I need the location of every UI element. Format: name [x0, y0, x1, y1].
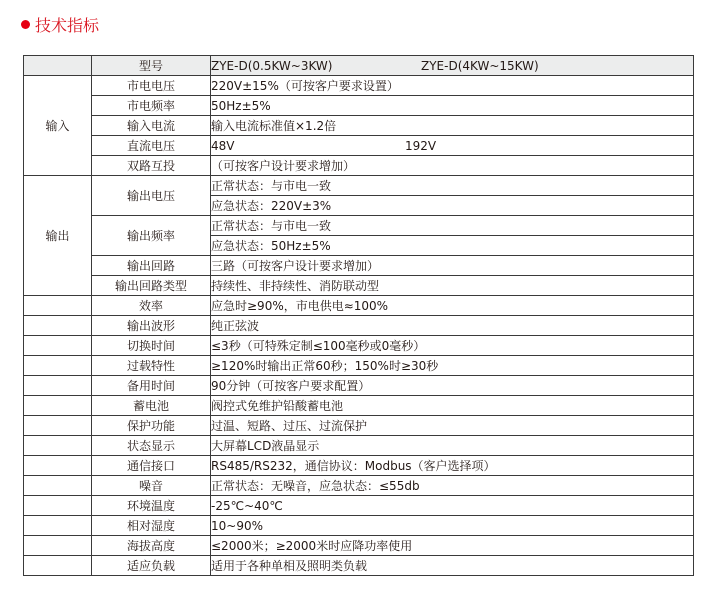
table-row — [24, 536, 694, 556]
value-cell: 三路（可按客户设计要求增加） — [211, 256, 694, 276]
value-cell: 阀控式免维护铅酸蓄电池 — [211, 396, 694, 416]
value-cell: ≤3秒（可特殊定制≤100毫秒或0毫秒） — [211, 336, 694, 356]
table-row — [24, 156, 694, 176]
table-row — [24, 396, 694, 416]
param-cell: 输出回路类型 — [92, 276, 211, 296]
param-cell: 市电频率 — [92, 96, 211, 116]
table-row — [24, 476, 694, 496]
value-cell: 50Hz±5% — [211, 96, 694, 116]
value-cell: 过温、短路、过压、过流保护 — [211, 416, 694, 436]
param-cell: 通信接口 — [92, 456, 211, 476]
value-cell: -25℃~40℃ — [211, 496, 694, 516]
blank-cell — [24, 336, 92, 356]
param-cell: 相对湿度 — [92, 516, 211, 536]
value-cell: 90分钟（可按客户要求配置） — [211, 376, 694, 396]
blank-cell — [24, 416, 92, 436]
param-cell: 环境温度 — [92, 496, 211, 516]
param-cell: 效率 — [92, 296, 211, 316]
table-row — [24, 376, 694, 396]
table-row — [24, 556, 694, 576]
param-cell: 海拔高度 — [92, 536, 211, 556]
table-row — [24, 356, 694, 376]
blank-cell — [24, 476, 92, 496]
table-row — [24, 496, 694, 516]
value-cell: 应急时≥90%，市电供电≈100% — [211, 296, 694, 316]
param-cell: 双路互投 — [92, 156, 211, 176]
model-a-label: ZYE-D(0.5KW~3KW) — [211, 58, 333, 73]
table-row — [24, 256, 694, 276]
model-b-label: ZYE-D(4KW~15KW) — [421, 58, 539, 73]
param-cell: 输出电压 — [92, 176, 211, 216]
param-cell: 直流电压 — [92, 136, 211, 156]
header-blank-cell — [24, 56, 92, 76]
param-cell: 切换时间 — [92, 336, 211, 356]
value-cell: 适用于各种单相及照明类负载 — [211, 556, 694, 576]
blank-cell — [24, 516, 92, 536]
value-cell: （可按客户设计要求增加） — [211, 156, 694, 176]
blank-cell — [24, 456, 92, 476]
spec-table — [23, 55, 694, 576]
table-row — [24, 216, 694, 236]
blank-cell — [24, 496, 92, 516]
param-cell: 输入电流 — [92, 116, 211, 136]
value-cell: 正常状态：与市电一致 — [211, 216, 694, 236]
table-row — [24, 336, 694, 356]
value-cell: 持续性、非持续性、消防联动型 — [211, 276, 694, 296]
blank-cell — [24, 436, 92, 456]
blank-cell — [24, 536, 92, 556]
section-title: 技术指标 — [35, 15, 100, 35]
param-cell: 适应负载 — [92, 556, 211, 576]
table-row — [24, 116, 694, 136]
value-cell: 应急状态：50Hz±5% — [211, 236, 694, 256]
table-row — [24, 96, 694, 116]
blank-cell — [24, 356, 92, 376]
param-cell: 输出波形 — [92, 316, 211, 336]
table-row — [24, 176, 694, 196]
table-row — [24, 296, 694, 316]
param-cell: 状态显示 — [92, 436, 211, 456]
table-row — [24, 136, 694, 156]
value-cell: 正常状态：与市电一致 — [211, 176, 694, 196]
table-row — [24, 316, 694, 336]
header-param-cell: 型号 — [92, 56, 211, 76]
value-cell: ≥120%时输出正常60秒；150%时≥30秒 — [211, 356, 694, 376]
value-cell: 10~90% — [211, 516, 694, 536]
param-cell: 蓄电池 — [92, 396, 211, 416]
category-input: 输入 — [24, 76, 92, 176]
blank-cell — [24, 376, 92, 396]
table-row — [24, 276, 694, 296]
value-cell: 输入电流标准值×1.2倍 — [211, 116, 694, 136]
param-cell: 输出回路 — [92, 256, 211, 276]
blank-cell — [24, 296, 92, 316]
blank-cell — [24, 396, 92, 416]
param-cell: 输出频率 — [92, 216, 211, 256]
blank-cell — [24, 316, 92, 336]
value-cell: 大屏幕LCD液晶显示 — [211, 436, 694, 456]
bullet-dot-icon — [21, 20, 30, 29]
value-cell: RS485/RS232，通信协议：Modbus（客户选择项） — [211, 456, 694, 476]
section-heading — [21, 11, 99, 37]
category-output: 输出 — [24, 176, 92, 296]
table-row — [24, 76, 694, 96]
table-row — [24, 516, 694, 536]
param-cell: 过载特性 — [92, 356, 211, 376]
header-row — [24, 56, 694, 76]
value-cell: 正常状态：无噪音，应急状态：≤55db — [211, 476, 694, 496]
blank-cell — [24, 556, 92, 576]
header-models-cell — [211, 56, 694, 76]
value-cell: 应急状态：220V±3% — [211, 196, 694, 216]
dc-voltage-a: 48V — [211, 138, 235, 153]
value-cell: 220V±15%（可按客户要求设置） — [211, 76, 694, 96]
value-cell: ≤2000米；≥2000米时应降功率使用 — [211, 536, 694, 556]
table-row — [24, 436, 694, 456]
param-cell: 市电电压 — [92, 76, 211, 96]
dc-voltage-b: 192V — [405, 138, 437, 153]
param-cell: 备用时间 — [92, 376, 211, 396]
value-cell — [211, 136, 694, 156]
value-cell: 纯正弦波 — [211, 316, 694, 336]
table-row — [24, 416, 694, 436]
param-cell: 噪音 — [92, 476, 211, 496]
table-row — [24, 456, 694, 476]
param-cell: 保护功能 — [92, 416, 211, 436]
